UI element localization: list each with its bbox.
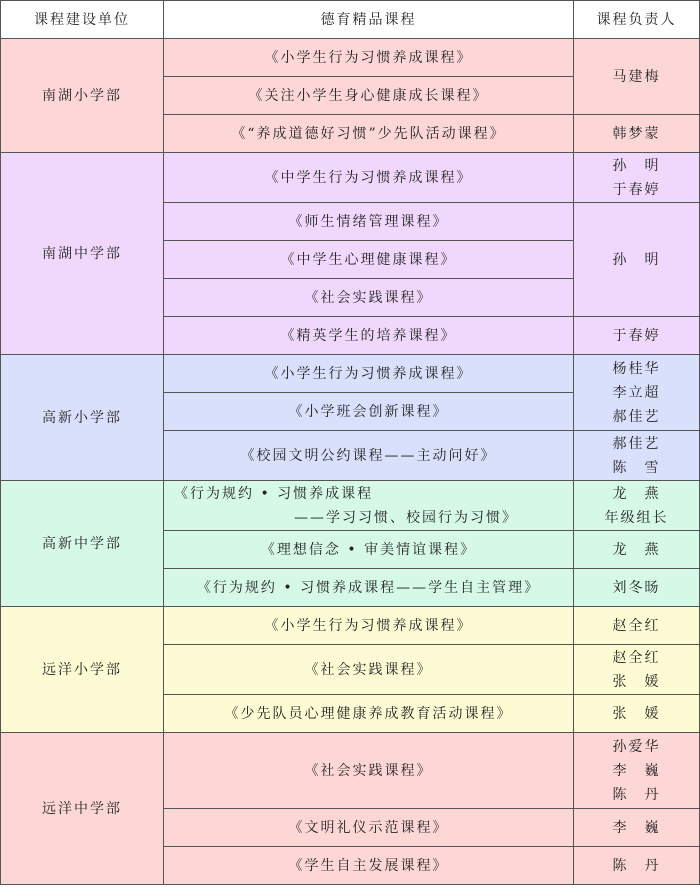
unit-cell: 远洋中学部 — [1, 733, 164, 885]
owner-name: 陈 雪 — [612, 459, 661, 476]
unit-cell: 高新小学部 — [1, 355, 164, 481]
course-cell: 《中学生心理健康课程》 — [164, 241, 574, 279]
table-row — [1, 481, 700, 531]
owner-cell — [574, 531, 700, 569]
owner-name: 陈 丹 — [612, 786, 661, 803]
owner-name: 年级组长 — [604, 509, 669, 526]
owner-cell — [574, 847, 700, 885]
course-cell: 《文明礼仪示范课程》 — [164, 809, 574, 847]
course-cell: 《理想信念 • 审美情谊课程》 — [164, 531, 574, 569]
owner-name: 杨桂华 — [612, 360, 661, 377]
course-cell: 《“养成道德好习惯”少先队活动课程》 — [164, 115, 574, 153]
course-cell: 《小学生行为习惯养成课程》 — [164, 355, 574, 393]
owner-cell — [574, 809, 700, 847]
owner-name: 孙爱华 — [612, 738, 661, 755]
course-cell: 《小学生行为习惯养成课程》 — [164, 39, 574, 77]
owner-name: 刘冬旸 — [612, 579, 661, 596]
owner-name: 郝佳艺 — [612, 408, 661, 425]
owner-name: 龙 燕 — [612, 485, 661, 502]
course-cell: 《学生自主发展课程》 — [164, 847, 574, 885]
owner-cell — [574, 431, 700, 481]
course-line-1: 《行为规约 • 习惯养成课程 — [174, 485, 374, 502]
unit-cell: 南湖小学部 — [1, 39, 164, 153]
owner-cell — [574, 355, 700, 431]
header-row — [1, 1, 700, 39]
header-unit: 课程建设单位 — [1, 1, 164, 39]
owner-name: 孙 明 — [612, 251, 661, 268]
owner-cell — [574, 645, 700, 695]
course-cell: 《小学班会创新课程》 — [164, 393, 574, 431]
owner-name: 孙 明 — [612, 157, 661, 174]
owner-cell — [574, 695, 700, 733]
owner-cell — [574, 569, 700, 607]
table-row — [1, 607, 700, 645]
owner-name: 陈 丹 — [612, 857, 661, 874]
owner-cell — [574, 153, 700, 203]
owner-name: 李 巍 — [612, 819, 661, 836]
owner-cell — [574, 481, 700, 531]
table-row — [1, 733, 700, 809]
course-cell: 《小学生行为习惯养成课程》 — [164, 607, 574, 645]
header-owner: 课程负责人 — [574, 1, 700, 39]
owner-name: 于春婷 — [612, 327, 661, 344]
course-cell — [164, 481, 574, 531]
owner-cell — [574, 115, 700, 153]
course-cell: 《社会实践课程》 — [164, 279, 574, 317]
course-cell: 《少先队员心理健康养成教育活动课程》 — [164, 695, 574, 733]
owner-cell — [574, 733, 700, 809]
owner-cell — [574, 317, 700, 355]
owner-name: 于春婷 — [612, 181, 661, 198]
owner-name: 李 巍 — [612, 762, 661, 779]
table-row — [1, 153, 700, 203]
owner-name: 张 媛 — [612, 673, 661, 690]
owner-cell — [574, 203, 700, 317]
course-cell: 《精英学生的培养课程》 — [164, 317, 574, 355]
owner-name: 张 媛 — [612, 705, 661, 722]
course-cell: 《关注小学生身心健康成长课程》 — [164, 77, 574, 115]
unit-cell: 远洋小学部 — [1, 607, 164, 733]
header-course: 德育精品课程 — [164, 1, 574, 39]
table-row — [1, 355, 700, 393]
owner-cell — [574, 39, 700, 115]
owner-name: 赵全红 — [612, 617, 661, 634]
owner-name: 马建梅 — [612, 68, 661, 85]
course-cell: 《校园文明公约课程——主动问好》 — [164, 431, 574, 481]
owner-name: 赵全红 — [612, 649, 661, 666]
owner-name: 韩梦蒙 — [612, 125, 661, 142]
course-line-2: ——学习习惯、校园行为习惯》 — [294, 509, 518, 526]
owner-name: 郝佳艺 — [612, 435, 661, 452]
owner-name: 李立超 — [612, 384, 661, 401]
owner-name: 龙 燕 — [612, 541, 661, 558]
course-cell: 《社会实践课程》 — [164, 733, 574, 809]
course-cell: 《中学生行为习惯养成课程》 — [164, 153, 574, 203]
course-cell: 《师生情绪管理课程》 — [164, 203, 574, 241]
unit-cell: 南湖中学部 — [1, 153, 164, 355]
course-cell: 《行为规约 • 习惯养成课程——学生自主管理》 — [164, 569, 574, 607]
unit-cell: 高新中学部 — [1, 481, 164, 607]
course-cell: 《社会实践课程》 — [164, 645, 574, 695]
owner-cell — [574, 607, 700, 645]
table-row — [1, 39, 700, 77]
